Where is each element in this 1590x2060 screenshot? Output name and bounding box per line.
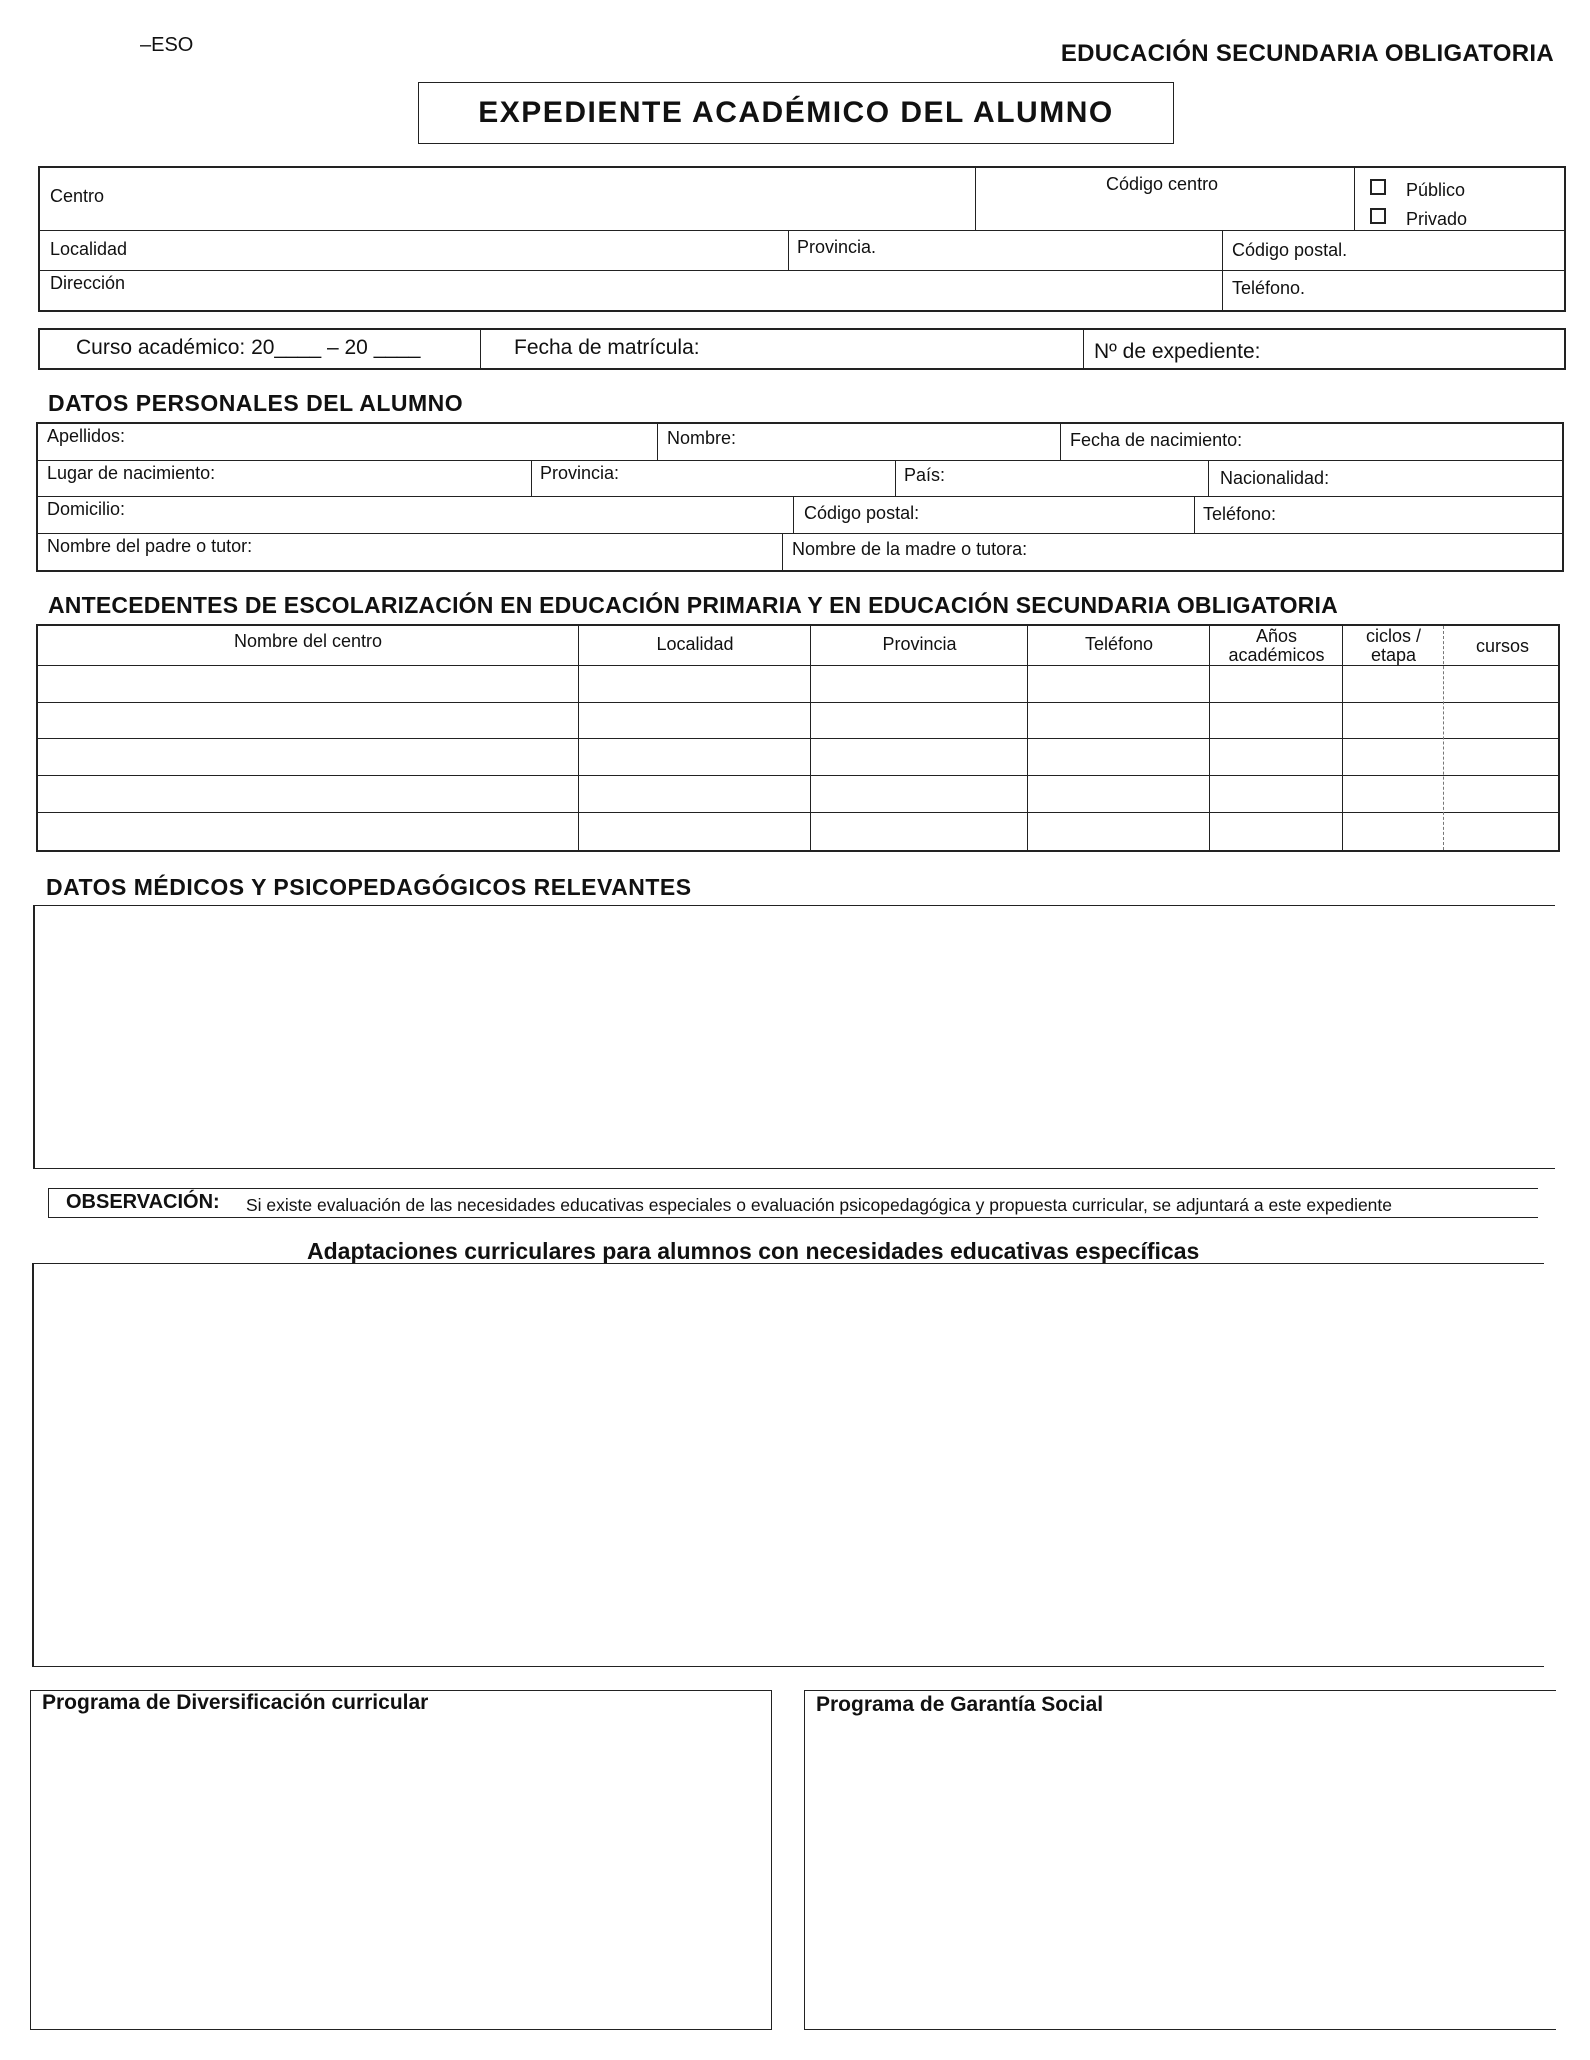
diversificacion-box[interactable] [30,1690,772,2030]
curso-academico-label: Curso académico: 20____ – 20 ____ [76,336,421,359]
divider [531,460,532,496]
table-row [36,702,1560,703]
table-row [36,738,1560,739]
col-telefono: Teléfono [1084,634,1154,654]
divider [657,424,658,460]
table-row [36,665,1560,666]
divider [38,270,1566,271]
column-divider [1027,626,1028,850]
telefono-alumno-label: Teléfono: [1203,504,1277,524]
divider [38,230,1566,231]
personales-heading: DATOS PERSONALES DEL ALUMNO [48,390,464,416]
divider [1083,330,1084,368]
medicos-heading: DATOS MÉDICOS Y PSICOPEDAGÓGICOS RELEVANTES [46,874,692,900]
cp-label: Código postal: [804,503,920,523]
form-code: –ESO [140,34,194,56]
column-divider [1342,626,1343,850]
codigo-postal-label: Código postal. [1232,240,1348,260]
apellidos-label: Apellidos: [47,426,126,446]
col-cursos: cursos [1475,636,1529,656]
col-anos-line2: académicos [1228,645,1325,665]
codigo-centro-label: Código centro [1106,174,1219,194]
page-title: EXPEDIENTE ACADÉMICO DEL ALUMNO [478,96,1114,129]
column-divider [1209,626,1210,850]
column-divider [810,626,811,850]
col-provincia: Provincia [882,634,957,654]
divider [1222,230,1223,310]
divider [1208,460,1209,496]
lugar-nacimiento-label: Lugar de nacimiento: [47,463,216,483]
medicos-area[interactable] [33,905,1555,1169]
adaptaciones-area[interactable] [32,1263,1544,1667]
col-ciclos-line1: ciclos / [1365,626,1421,646]
fecha-matricula-label: Fecha de matrícula: [514,336,700,359]
telefono-label: Teléfono. [1232,278,1306,298]
col-ciclos-line2: etapa [1370,645,1417,665]
provincia-nac-label: Provincia: [540,463,620,483]
publico-checkbox[interactable] [1370,179,1386,195]
divider [793,496,794,533]
stage-title: EDUCACIÓN SECUNDARIA OBLIGATORIA [1060,40,1554,67]
col-anos-line1: Años [1255,626,1298,646]
divider [782,533,783,570]
antecedentes-heading: ANTECEDENTES DE ESCOLARIZACIÓN EN EDUCACIÓN PRIMARIA Y EN EDUCACIÓN SECUNDARIA OBLIGATORIA [48,592,1338,618]
column-divider [1443,626,1444,850]
publico-label: Público [1406,180,1466,200]
nacionalidad-label: Nacionalidad: [1220,468,1330,488]
divider [1060,424,1061,460]
padre-label: Nombre del padre o tutor: [47,536,253,556]
divider [480,330,481,368]
fecha-nacimiento-label: Fecha de nacimiento: [1070,430,1243,450]
provincia-label: Provincia. [797,237,877,257]
table-row [36,812,1560,813]
table-row [36,775,1560,776]
garantia-box[interactable] [804,1690,1556,2030]
privado-checkbox[interactable] [1370,208,1386,224]
localidad-label: Localidad [50,239,128,259]
col-anos [1211,627,1342,665]
col-localidad: Localidad [656,634,734,654]
divider [1194,496,1195,533]
divider [1354,168,1355,230]
expediente-label: Nº de expediente: [1094,340,1261,363]
col-ciclos [1344,627,1443,665]
observacion-text: Si existe evaluación de las necesidades educativas especiales o evaluación psicopedagógica y propuesta curricular, se adjuntará a este expediente [246,1195,1393,1215]
madre-label: Nombre de la madre o tutora: [792,539,1028,559]
divider [788,230,789,270]
centro-label: Centro [50,186,105,206]
adaptaciones-heading: Adaptaciones curriculares para alumnos con necesidades educativas específicas [307,1238,1200,1264]
column-divider [578,626,579,850]
col-nombre-centro: Nombre del centro [233,631,383,651]
divider [895,460,896,496]
domicilio-label: Domicilio: [47,499,126,519]
diversificacion-label: Programa de Diversificación curricular [42,1691,429,1714]
pais-label: País: [904,465,946,485]
divider [975,168,976,230]
privado-label: Privado [1406,209,1468,229]
divider [36,460,1564,461]
direccion-label: Dirección [50,273,126,293]
divider [36,496,1564,497]
observacion-label: OBSERVACIÓN: [66,1191,220,1213]
nombre-label: Nombre: [667,428,737,448]
garantia-label: Programa de Garantía Social [816,1693,1104,1716]
divider [36,533,1564,534]
title-box [418,82,1174,144]
